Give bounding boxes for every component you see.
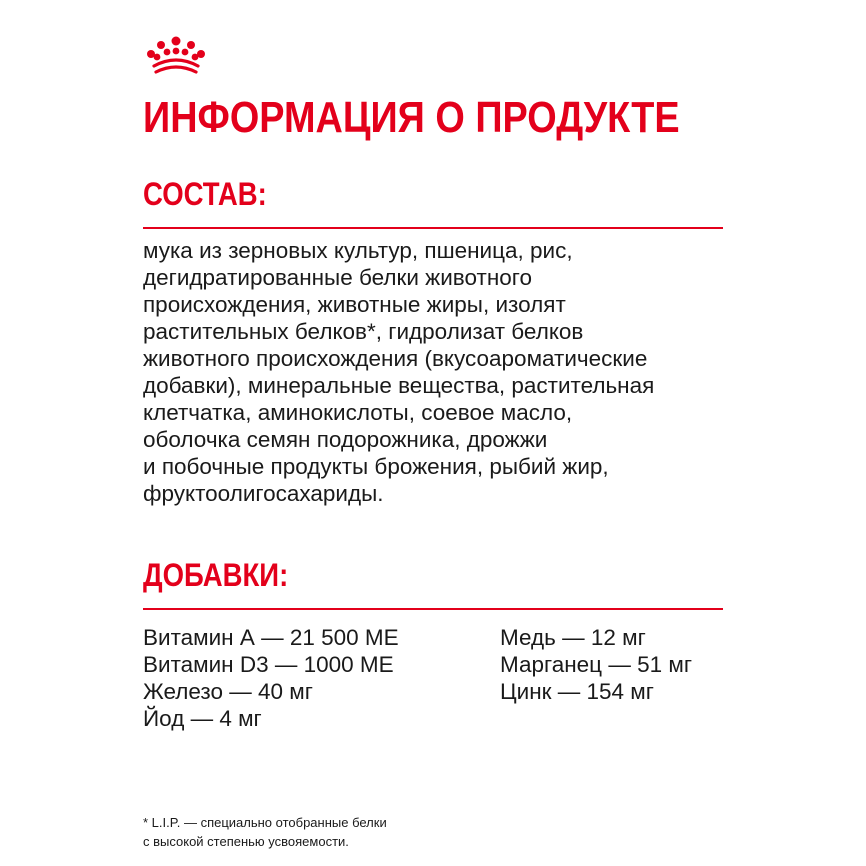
composition-line: клетчатка, аминокислоты, соевое масло, xyxy=(143,400,573,425)
additive-item: Железо — 40 мг xyxy=(143,679,313,704)
footnote-line: с высокой степенью усвояемости. xyxy=(143,834,349,849)
composition-line: растительных белков*, гидролизат белков xyxy=(143,319,584,344)
composition-line: дегидратированные белки животного xyxy=(143,265,532,290)
composition-text xyxy=(143,237,743,507)
crown-icon xyxy=(143,32,209,76)
composition-line: оболочка семян подорожника, дрожжи xyxy=(143,427,548,452)
additive-item: Йод — 4 мг xyxy=(143,706,262,731)
additives-list-right xyxy=(500,624,692,705)
composition-heading: СОСТАВ: xyxy=(143,176,267,212)
page-title: ИНФОРМАЦИЯ О ПРОДУКТЕ xyxy=(143,93,680,142)
additives-divider xyxy=(143,608,723,610)
additives-heading: ДОБАВКИ: xyxy=(143,557,289,593)
composition-divider xyxy=(143,227,723,229)
composition-line: фруктоолигосахариды. xyxy=(143,481,384,506)
additive-item: Витамин А — 21 500 МЕ xyxy=(143,625,399,650)
additive-item: Цинк — 154 мг xyxy=(500,679,654,704)
additive-item: Медь — 12 мг xyxy=(500,625,646,650)
additives-list-left xyxy=(143,624,399,732)
composition-line: добавки), минеральные вещества, растительная xyxy=(143,373,655,398)
footnote xyxy=(143,813,387,851)
additive-item: Марганец — 51 мг xyxy=(500,652,693,677)
composition-line: животного происхождения (вкусоароматические xyxy=(143,346,648,371)
footnote-line: * L.I.P. — специально отобранные белки xyxy=(143,815,387,830)
composition-line: происхождения, животные жиры, изолят xyxy=(143,292,566,317)
composition-line: и побочные продукты брожения, рыбий жир, xyxy=(143,454,609,479)
composition-line: мука из зерновых культур, пшеница, рис, xyxy=(143,238,573,263)
additive-item: Витамин D3 — 1000 МЕ xyxy=(143,652,394,677)
